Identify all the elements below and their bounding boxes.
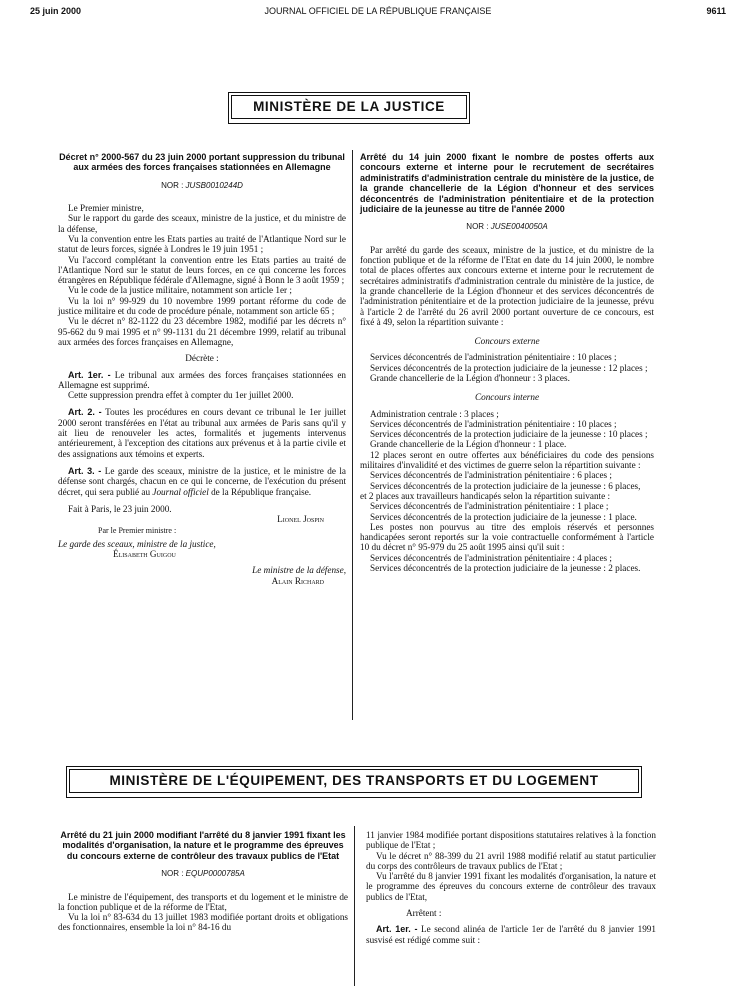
nor-code: JUSE0040050A	[490, 222, 548, 232]
header-date: 25 juin 2000	[30, 6, 82, 16]
running-header	[30, 6, 726, 20]
article-3-label: Art. 3. -	[68, 465, 102, 476]
nor-prefix: NOR :	[161, 180, 184, 190]
ministry-justice-heading: MINISTÈRE DE LA JUSTICE	[231, 95, 467, 119]
pensions-item: Services déconcentrés de la protection judiciaire de la jeunesse : 6 places,	[370, 480, 641, 491]
arrete-nor	[360, 222, 654, 232]
decree-paragraph: Vu le décret n° 82-1122 du 23 décembre 1982, modifié par les décrets n° 95-662 du 9 mai 1995 et n° 99-1131 du 21 décembre 1999, relatif au tribunal aux armées des forces françaises en Allemagne,	[58, 316, 346, 347]
arrete-bottom-paragraph: Le ministre de l'équipement, des transports et du logement et le ministre de la fonction publique et de la réforme de l'Etat,	[58, 891, 348, 912]
pensions-intro: 12 places seront en outre offertes aux bénéficiaires du code des pensions militaires d'invalidité et des victimes de guerre selon la répartition suivante :	[360, 449, 654, 471]
decree-left-column	[58, 152, 346, 586]
article-1-text2: Cette suppression prendra effet à compter du 1er juillet 2000.	[68, 390, 294, 401]
nor-code: JUSB0010244D	[185, 180, 243, 190]
article-3-text-after: de la République française.	[211, 486, 312, 497]
decree-paragraph: Sur le rapport du garde des sceaux, ministre de la justice, et du ministre de la défense,	[58, 213, 346, 234]
arrete-bottom-right-paragraph: Vu le décret n° 88-399 du 21 avril 1988 modifié relatif au statut particulier du corps des contrôleurs de travaux publics de l'Etat ;	[366, 850, 656, 871]
ministry-equipement-box	[66, 766, 642, 798]
arrete-bottom-nor	[58, 869, 348, 879]
handicap-item: Services déconcentrés de l'administration pénitentiaire : 1 place ;	[370, 501, 609, 512]
nor-prefix: NOR :	[161, 869, 184, 879]
article-3-journal: Journal officiel	[152, 486, 209, 497]
arrete-bottom-right-column	[366, 830, 656, 945]
concours-interne-heading: Concours interne	[474, 392, 540, 403]
interne-item: Services déconcentrés de l'administration pénitentiaire : 10 places ;	[370, 418, 617, 429]
report-item: Services déconcentrés de l'administration pénitentiaire : 4 places ;	[370, 552, 612, 563]
journal-title: JOURNAL OFFICIEL DE LA RÉPUBLIQUE FRANÇAISE	[264, 6, 492, 16]
article-1-text: Le tribunal aux armées des forces françaises stationnées en Allemagne est supprimé.	[58, 369, 347, 390]
signatory-pm: Lionel Jospin	[277, 514, 324, 525]
arretent-heading: Arrêtent :	[406, 908, 442, 919]
decree-title: Décret n° 2000-567 du 23 juin 2000 portant suppression du tribunal aux armées des forces françaises stationnées en Allemagne	[59, 152, 345, 173]
article-3	[58, 466, 346, 497]
arrete-bottom-title: Arrêté du 21 juin 2000 modifiant l'arrêté du 8 janvier 1991 fixant les modalités d'organisation, la nature et le programme des épreuves du concours externe de contrôleur des travaux publics de l'Etat	[60, 830, 346, 861]
report-text: Les postes non pourvus au titre des emplois réservés et personnes handicapées seront reportés sur la voie contractuelle conformément à l'article 10 du décret n° 95-979 du 25 août 1995 ainsi qu'il suit :	[360, 521, 654, 553]
report-item: Services déconcentrés de la protection judiciaire de la jeunesse : 2 places.	[370, 563, 641, 574]
bottom-article-1-label: Art. 1er. -	[376, 924, 418, 935]
ministry-justice-box	[228, 92, 470, 124]
arrete-intro: Par arrêté du garde des sceaux, ministre de la justice, et du ministre de la fonction publique et de la réforme de l'Etat en date du 14 juin 2000, le nombre total de places offertes aux concours externe et interne pour le recrutement de secrétaires administratifs d'administration centrale du ministère de la justice, de la grande chancellerie de la Légion d'honneur et des services déconcentrés de l'administration pénitentiaire et de la protection judiciaire de la jeunesse, prévu à l'article 2 de l'arrêté du 26 avril 2000 portant ouverture de ce concours, est fixé à 49, selon la répartition suivante :	[360, 244, 654, 327]
arrete-bottom-right-paragraph: Vu l'arrêté du 8 janvier 1991 fixant les modalités d'organisation, la nature et le programme des épreuves du concours externe de contrôleur des travaux publics de l'Etat,	[366, 871, 656, 902]
arrete-title: Arrêté du 14 juin 2000 fixant le nombre de postes offerts aux concours externe et interne pour le recrutement de secrétaires administratifs d'administration centrale du ministère de la justice, de la grande chancellerie de la Légion d'honneur et des services déconcentrés de l'administration pénitentiaire et de la protection judiciaire de la jeunesse au titre de l'année 2000	[360, 152, 654, 215]
article-1	[58, 370, 346, 391]
bottom-article-1	[366, 924, 656, 945]
arrete-bottom-left-column	[58, 830, 348, 933]
arrete-bottom-paragraph: Vu la loi n° 83-634 du 13 juillet 1983 modifiée portant droits et obligations des fonctionnaires, ensemble la loi n° 84-16 du	[58, 912, 348, 933]
defense-name: Alain Richard	[271, 575, 324, 586]
column-divider	[352, 150, 353, 720]
decree-nor	[58, 181, 346, 191]
garde-title: Le garde des sceaux, ministre de la justice,	[58, 538, 216, 549]
defense-title: Le ministre de la défense,	[252, 565, 346, 576]
article-1-label: Art. 1er. -	[68, 369, 111, 380]
page-number: 9611	[706, 6, 726, 16]
nor-code: EQUP0000785A	[185, 869, 245, 879]
article-2-text: Toutes les procédures en cours devant ce tribunal le 1er juillet 2000 seront transférées en l'état au tribunal aux armées de Paris sans qu'il y ait lieu de renouveler les actes, formalités et jugements intervenus antérieurement, à l'exception des citations aux prévenus et à la partie civile et des assignations aux témoins et experts.	[58, 407, 346, 459]
pensions-item: Services déconcentrés de l'administration pénitentiaire : 6 places ;	[370, 470, 612, 481]
arrete-bottom-right-paragraph: 11 janvier 1984 modifiée portant dispositions statutaires relatives à la fonction publique de l'Etat ;	[366, 830, 656, 851]
decree-paragraph: Vu la loi n° 99-929 du 10 novembre 1999 portant réforme du code de justice militaire et du code de procédure pénale, notamment son article 65 ;	[58, 295, 346, 317]
bottom-article-1-text: Le second alinéa de l'article 1er de l'arrêté du 8 janvier 1991 susvisé est rédigé comme suit :	[366, 924, 656, 945]
concours-externe-heading: Concours externe	[474, 336, 540, 347]
handicap-item: Services déconcentrés de la protection judiciaire de la jeunesse : 1 place.	[370, 511, 637, 522]
interne-item: Administration centrale : 3 places ;	[370, 408, 499, 419]
nor-prefix: NOR :	[466, 222, 489, 232]
decree-paragraph: Vu l'accord complétant la convention entre les Etats parties au traité de l'Atlantique Nord sur le statut de leurs forces, en ce qui concerne les forces étrangères en République fédérale d'Allemagne, signé à Bonn le 3 août 1959 ;	[58, 254, 346, 286]
column-divider	[354, 826, 355, 986]
done-at: Fait à Paris, le 23 juin 2000.	[68, 503, 172, 514]
arrete-right-column	[360, 152, 654, 573]
interne-item: Grande chancellerie de la Légion d'honneur : 1 place.	[370, 439, 567, 450]
par-le-premier-ministre: Par le Premier ministre :	[98, 526, 177, 536]
decree-paragraph: Le Premier ministre,	[68, 203, 144, 214]
decrete-heading: Décrète :	[185, 353, 219, 364]
decree-paragraph: Vu le code de la justice militaire, notamment son article 1er ;	[68, 285, 292, 296]
interne-item: Services déconcentrés de la protection judiciaire de la jeunesse : 10 places ;	[370, 429, 648, 440]
article-3-text-before: Le garde des sceaux, ministre de la justice, et le ministre de la défense sont chargés, chacun en ce qui le concerne, de l'exécution du présent décret, qui sera publié au	[58, 465, 347, 497]
externe-item: Services déconcentrés de la protection judiciaire de la jeunesse : 12 places ;	[370, 362, 648, 373]
externe-item: Services déconcentrés de l'administration pénitentiaire : 10 places ;	[370, 352, 617, 363]
garde-name: Élisabeth Guigou	[113, 549, 176, 560]
article-2	[58, 407, 346, 458]
handicap-intro: et 2 places aux travailleurs handicapés selon la répartition suivante :	[360, 490, 611, 501]
externe-item: Grande chancellerie de la Légion d'honneur : 3 places.	[370, 373, 570, 383]
article-2-label: Art. 2. -	[68, 407, 102, 418]
decree-paragraph: Vu la convention entre les Etats parties au traité de l'Atlantique Nord sur le statut de leurs forces, signée à Londres le 19 juin 1951 ;	[58, 234, 346, 255]
ministry-equipement-heading: MINISTÈRE DE L'ÉQUIPEMENT, DES TRANSPORTS ET DU LOGEMENT	[69, 769, 639, 793]
